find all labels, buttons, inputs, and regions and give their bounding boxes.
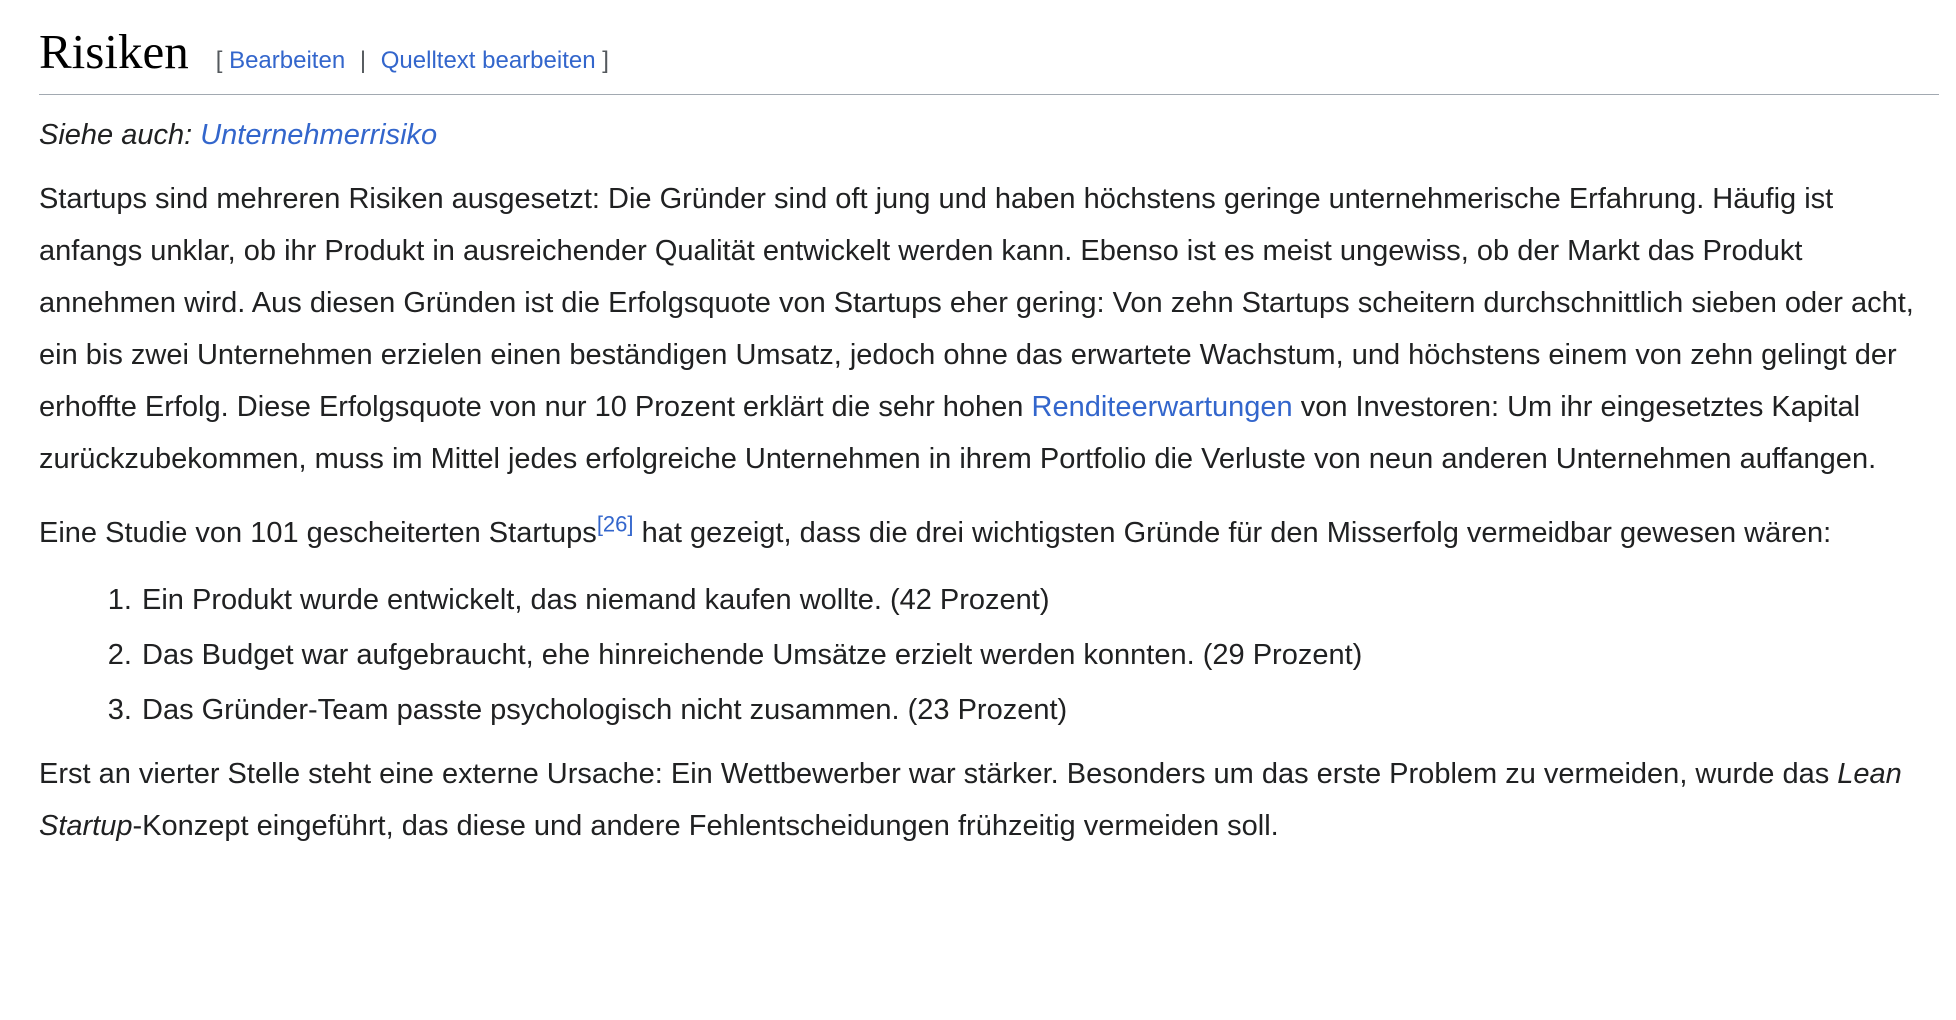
article-content bbox=[39, 20, 1939, 852]
section-title: Risiken bbox=[39, 24, 189, 79]
edit-separator: | bbox=[359, 47, 367, 74]
see-also-hatnote bbox=[39, 113, 1939, 157]
unternehmerrisiko-link[interactable]: Unternehmerrisiko bbox=[200, 119, 438, 151]
section-heading bbox=[39, 20, 1939, 95]
edit-link[interactable]: Bearbeiten bbox=[229, 47, 346, 74]
paragraph-study-text-end: hat gezeigt, dass die drei wichtigsten Gründe für den Misserfolg vermeidbar gewesen wären: bbox=[633, 517, 1832, 549]
paragraph-risks bbox=[39, 173, 1939, 485]
failure-reasons-list bbox=[39, 573, 1939, 738]
paragraph-lean-startup bbox=[39, 748, 1939, 852]
edit-bracket-open: [ bbox=[215, 47, 223, 74]
paragraph-lean-text-end: -Konzept eingeführt, das diese und andere Fehlentscheidungen frühzeitig vermeiden soll. bbox=[132, 810, 1279, 842]
hatnote-prefix: Siehe auch: bbox=[39, 119, 201, 151]
reference-26-link[interactable]: [26] bbox=[596, 511, 634, 537]
list-item: 2. Das Budget war aufgebraucht, ehe hinreichende Umsätze erzielt werden konnten. (29 Prozent) bbox=[140, 628, 1939, 683]
source-edit-link[interactable]: Quelltext bearbeiten bbox=[380, 47, 596, 74]
list-item: 1. Ein Produkt wurde entwickelt, das niemand kaufen wollte. (42 Prozent) bbox=[140, 573, 1939, 628]
paragraph-study-text: Eine Studie von 101 gescheiterten Startups bbox=[39, 517, 597, 549]
lean-startup-emphasis: Lean Startup bbox=[39, 758, 1902, 842]
edit-section-links bbox=[216, 47, 609, 75]
paragraph-risks-text-end: von Investoren: Um ihr eingesetztes Kapital zurückzubekommen, muss im Mittel jedes erfolgreiche Unternehmen in ihrem Portfolio die Verluste von neun anderen Unternehmen auffangen. bbox=[39, 391, 1877, 475]
paragraph-study bbox=[39, 507, 1939, 559]
paragraph-lean-text: Erst an vierter Stelle steht eine externe Ursache: Ein Wettbewerber war stärker. Besonders um das erste Problem zu vermeiden, wurde das bbox=[39, 758, 1838, 790]
edit-bracket-close: ] bbox=[602, 47, 609, 74]
paragraph-risks-text: Startups sind mehreren Risiken ausgesetzt: Die Gründer sind oft jung und haben höchstens geringe unternehmerische Erfahrung. Häufig ist anfangs unklar, ob ihr Produkt in ausreichender Qualität entwickelt werden kann. Ebenso ist es meist ungewiss, ob der Markt das Produkt annehmen wird. Aus diesen Gründen ist die Erfolgsquote von Startups eher gering: Von zehn Startups scheitern durchschnittlich sieben oder acht, ein bis zwei Unternehmen erzielen einen beständigen Umsatz, jedoch ohne das erwartete Wachstum, und höchstens einem von zehn gelingt der erhoffte Erfolg. Diese Erfolgsquote von nur 10 Prozent erklärt die sehr hohen bbox=[39, 183, 1914, 423]
renditeerwartungen-link[interactable]: Renditeerwartungen bbox=[1031, 391, 1293, 423]
list-item: 3. Das Gründer-Team passte psychologisch nicht zusammen. (23 Prozent) bbox=[140, 683, 1939, 738]
